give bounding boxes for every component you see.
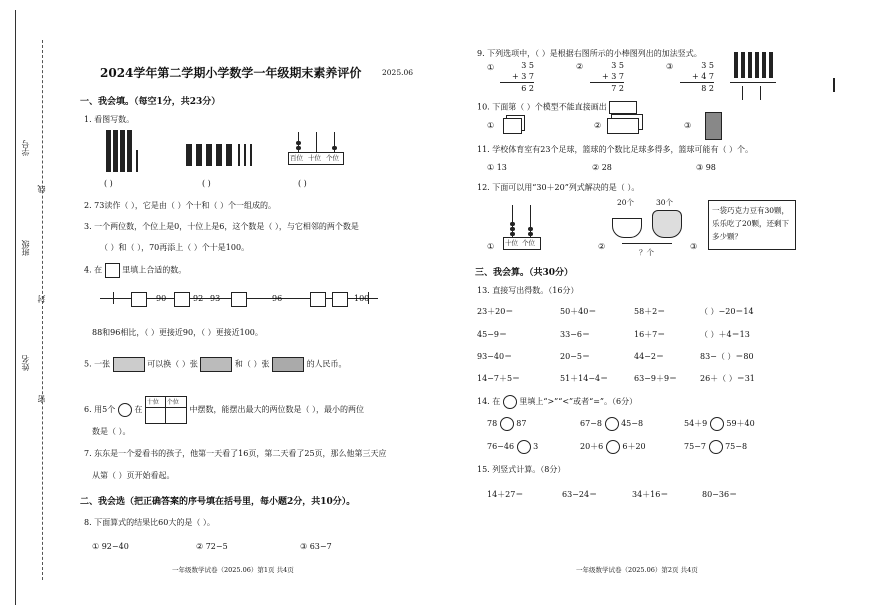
q9-calc-1[interactable] bbox=[487, 62, 494, 73]
answer-box-icon bbox=[105, 263, 120, 278]
q12-abacus-tens-label: 十位 bbox=[505, 239, 518, 247]
binding-dashed-line bbox=[42, 40, 43, 580]
side-label-xingming: 姓名 bbox=[21, 355, 30, 371]
q1-answer-blank-2[interactable]: ( ) bbox=[202, 179, 211, 188]
cube-icon bbox=[503, 118, 522, 134]
q5-part-b: 可以换（ ）张 bbox=[147, 359, 198, 369]
q14-left: 78 bbox=[487, 419, 498, 428]
q15-item[interactable]: 14＋27＝ bbox=[487, 490, 524, 499]
q9-calc-1-a: 3 5 bbox=[521, 61, 534, 70]
q13-item[interactable]: 83−（ ）＝80 bbox=[700, 352, 754, 361]
q14-left: 76−46 bbox=[487, 442, 515, 451]
q8-option-2[interactable]: ② 72−5 bbox=[196, 542, 228, 551]
section-3-heading: 三、我会算。（共30分） bbox=[475, 268, 574, 278]
q15-item[interactable]: 80−36＝ bbox=[702, 490, 738, 499]
q6-part-c: 中摆数，能摆出最大的两位数是（ ），最小的两位 bbox=[189, 405, 364, 414]
q9-calc-3[interactable]: ③ bbox=[666, 62, 674, 71]
numline-label-93: 93 bbox=[210, 294, 221, 303]
q11-text: 11. 学校体育室有23个足球，篮球的个数比足球多得多，篮球可能有（ ）个。 bbox=[477, 145, 753, 154]
footer-page-1: 一年级数学试卷（2025.06）第1页 共4页 bbox=[172, 566, 294, 574]
q9-calc-2[interactable]: ② bbox=[576, 62, 584, 71]
numline-box-3[interactable] bbox=[231, 292, 247, 307]
q9-calc-1-no: ① bbox=[487, 63, 495, 72]
q9-calc-1-r: 6 2 bbox=[521, 84, 534, 93]
q7-text-line2: 从第（ ）页开始看起。 bbox=[92, 471, 175, 480]
q12-brace bbox=[622, 243, 672, 244]
side-label-xian: 线 bbox=[37, 185, 46, 193]
q13-item[interactable]: 44−2＝ bbox=[634, 352, 664, 361]
q4-compare-text: 88和96相比，（ ）更接近90，（ ）更接近100。 bbox=[92, 328, 263, 337]
q13-item[interactable]: 51＋14−4＝ bbox=[560, 374, 609, 383]
q14-right: 45−8 bbox=[621, 419, 644, 428]
page-date: 2025.06 bbox=[382, 68, 414, 77]
circle-icon bbox=[503, 395, 517, 409]
q13-item[interactable]: （ ）＋4＝13 bbox=[700, 330, 750, 339]
q9-calc-3-body bbox=[680, 60, 714, 94]
footer-page-2: 一年级数学试卷（2025.06）第2页 共4页 bbox=[576, 566, 698, 574]
q10-option-2[interactable]: ② bbox=[594, 121, 602, 130]
q13-item[interactable]: 16＋7＝ bbox=[634, 330, 666, 339]
q15-text: 15. 列竖式计算。（8分） bbox=[477, 465, 566, 474]
q5-part-c: 和（ ）张 bbox=[234, 359, 270, 369]
q14-item[interactable] bbox=[487, 417, 526, 431]
q13-item[interactable]: 93−40＝ bbox=[477, 352, 513, 361]
q5-part-d: 的人民币。 bbox=[306, 359, 347, 369]
circle-icon bbox=[118, 403, 132, 417]
section-2-heading: 二、我会选（把正确答案的序号填在括号里，每小题2分，共10分）。 bbox=[80, 497, 356, 507]
page-title: 2024学年第二学期小学数学一年级期末素养评价 bbox=[100, 66, 362, 80]
banknote-icon bbox=[113, 357, 145, 372]
basket-icon bbox=[612, 218, 642, 238]
q14-right: 6＋20 bbox=[622, 442, 646, 451]
q10-part-a: 10. 下面第（ ）个模型不能直接画出 bbox=[477, 102, 607, 112]
q14-right: 87 bbox=[516, 419, 527, 428]
section-1-heading: 一、我会填。（每空1分，共23分） bbox=[80, 97, 221, 107]
q14-text bbox=[477, 395, 637, 409]
q1-text: 1. 看图写数。 bbox=[84, 115, 135, 124]
q14-item[interactable] bbox=[580, 440, 646, 454]
side-label-ban: 班级 bbox=[21, 240, 30, 256]
q14-right: 3 bbox=[533, 442, 539, 451]
q5-part-a: 5. 一张 bbox=[84, 359, 111, 369]
q14-left: 20＋6 bbox=[580, 442, 604, 451]
q13-item[interactable]: 26＋（ ）＝31 bbox=[700, 374, 755, 383]
q9-calc-3-b: + 4 7 bbox=[680, 71, 714, 83]
q6-part-b: 在 bbox=[134, 405, 143, 414]
q14-left: 67−8 bbox=[580, 419, 602, 428]
place-value-ones-label: 个位 bbox=[166, 399, 179, 406]
q11-option-2[interactable]: ② 28 bbox=[592, 163, 612, 172]
side-label-xuehao: 学号 bbox=[21, 140, 30, 156]
q4-suffix: 里填上合适的数。 bbox=[122, 265, 187, 275]
q14-right: 59＋40 bbox=[726, 419, 755, 428]
q9-calc-1-b: + 3 7 bbox=[500, 71, 534, 83]
compare-circle-icon[interactable] bbox=[710, 417, 724, 431]
q9-calc-3-a: 3 5 bbox=[701, 61, 714, 70]
abacus-label-ones: 个位 bbox=[326, 154, 339, 162]
q12-basket-label-1: 20个 bbox=[617, 198, 635, 207]
q13-item[interactable]: 20−5＝ bbox=[560, 352, 590, 361]
place-value-tens-label: 十位 bbox=[146, 399, 159, 406]
q12-abacus-ones-label: 个位 bbox=[522, 239, 535, 247]
q14-item[interactable] bbox=[580, 417, 643, 431]
numline-box-1[interactable] bbox=[131, 292, 147, 307]
q9-calc-2-b: + 3 7 bbox=[590, 71, 624, 83]
binding-line bbox=[15, 10, 16, 605]
side-label-feng: 封 bbox=[37, 295, 46, 303]
q6-text-line2: 数是（ ）。 bbox=[92, 427, 131, 436]
q14-item[interactable] bbox=[487, 440, 538, 454]
q14-right: 75−8 bbox=[725, 442, 748, 451]
q9-calc-3-r: 8 2 bbox=[701, 84, 714, 93]
side-label-mi: 密 bbox=[37, 395, 46, 403]
q12-option-3[interactable]: ③ bbox=[690, 242, 698, 251]
q6-text bbox=[84, 396, 364, 424]
q13-item[interactable]: 63−9＋9＝ bbox=[634, 374, 678, 383]
q2-text: 2. 73读作（ ），它是由（ ）个十和（ ）个一组成的。 bbox=[84, 201, 276, 210]
banknote-icon bbox=[272, 357, 304, 372]
q3-text-line1: 3. 一个两位数，个位上是0，十位上是6，这个数是（ ），与它相邻的两个数是 bbox=[84, 222, 359, 231]
q12-word-problem-text: 一袋巧克力豆有30颗，乐乐吃了20颗，还剩下多少颗？ bbox=[712, 206, 790, 241]
numline-label-100: 100 bbox=[354, 294, 370, 303]
q14-item[interactable] bbox=[684, 440, 747, 454]
banknote-icon bbox=[200, 357, 232, 372]
q14-left: 54＋9 bbox=[684, 419, 708, 428]
q15-item[interactable]: 34＋16＝ bbox=[632, 490, 669, 499]
basket-icon bbox=[652, 210, 682, 238]
q10-option-1[interactable]: ① bbox=[487, 121, 495, 130]
q13-item[interactable]: （ ）−20＝14 bbox=[700, 307, 754, 316]
q14-part-b: 里填上“>”“<”或者“=”。（6分） bbox=[519, 397, 638, 406]
q6-part-a: 6. 用5个 bbox=[84, 405, 116, 414]
q13-item[interactable]: 23＋20＝ bbox=[477, 307, 514, 316]
q11-option-1[interactable]: ① 13 bbox=[487, 163, 507, 172]
q10-option-3[interactable]: ③ bbox=[684, 121, 692, 130]
q14-item[interactable] bbox=[684, 417, 755, 431]
q3-text-line2: （ ）和（ ），70再添上（ ）个十是100。 bbox=[100, 243, 250, 252]
q9-calc-2-body bbox=[590, 60, 624, 94]
q15-item[interactable]: 63−24＝ bbox=[562, 490, 598, 499]
abacus-label-tens: 十位 bbox=[308, 154, 321, 162]
q10-text bbox=[477, 101, 637, 114]
q9-calc-2-a: 3 5 bbox=[611, 61, 624, 70]
q13-item[interactable]: 33−6＝ bbox=[560, 330, 590, 339]
q9-text: 9. 下列选项中，（ ）是根据右图所示的小棒图列出的加法竖式。 bbox=[477, 49, 702, 58]
q8-text: 8. 下面算式的结果比60大的是（ ）。 bbox=[84, 518, 215, 527]
q13-item[interactable]: 45−9＝ bbox=[477, 330, 507, 339]
numline-box-5[interactable] bbox=[332, 292, 348, 307]
q13-item[interactable]: 58＋2＝ bbox=[634, 307, 666, 316]
q13-item[interactable]: 14−7＋5＝ bbox=[477, 374, 521, 383]
abacus-label-hundreds: 百位 bbox=[290, 154, 303, 162]
numline-box-2[interactable] bbox=[174, 292, 190, 307]
q12-option-2[interactable]: ② bbox=[598, 242, 606, 251]
q9-calc-2-r: 7 2 bbox=[611, 84, 624, 93]
q12-text: 12. 下面可以用“30＋20”列式解决的是（ ）。 bbox=[477, 183, 640, 192]
compare-circle-icon[interactable] bbox=[605, 417, 619, 431]
q4-prefix: 4. 在 bbox=[84, 265, 103, 275]
compare-circle-icon[interactable] bbox=[500, 417, 514, 431]
q12-question-label: ？个 bbox=[639, 248, 654, 257]
q12-basket-label-2: 30个 bbox=[656, 198, 674, 207]
q12-word-problem-box bbox=[708, 200, 796, 250]
compare-circle-icon[interactable] bbox=[709, 440, 723, 454]
q5-text bbox=[84, 357, 347, 372]
place-value-chart bbox=[145, 396, 187, 424]
q11-option-3[interactable]: ③ 98 bbox=[696, 163, 716, 172]
q7-text-line1: 7. 东东是一个爱看书的孩子，他第一天看了16页，第二天看了25页，那么他第三天应 bbox=[84, 449, 387, 458]
q12-option-1[interactable]: ① bbox=[487, 242, 495, 251]
tall-cuboid-icon bbox=[705, 112, 722, 140]
q1-answer-blank-1[interactable]: ( ) bbox=[104, 179, 113, 188]
numline-box-4[interactable] bbox=[310, 292, 326, 307]
q1-answer-blank-3[interactable]: ( ) bbox=[298, 179, 307, 188]
q8-option-1[interactable]: ① 92−40 bbox=[92, 542, 129, 551]
numline-label-96: 96 bbox=[272, 294, 283, 303]
q14-left: 75−7 bbox=[684, 442, 706, 451]
q13-item[interactable]: 50＋40＝ bbox=[560, 307, 597, 316]
cuboid-icon bbox=[607, 118, 639, 134]
q13-text: 13. 直接写出得数。（16分） bbox=[477, 286, 579, 295]
q4-text bbox=[84, 263, 186, 278]
compare-circle-icon[interactable] bbox=[606, 440, 620, 454]
numline-label-92: 92 bbox=[193, 294, 204, 303]
compare-circle-icon[interactable] bbox=[517, 440, 531, 454]
rectangle-icon bbox=[609, 101, 637, 114]
numline-label-90: 90 bbox=[156, 294, 167, 303]
q9-calc-1-body bbox=[500, 60, 534, 94]
q14-part-a: 14. 在 bbox=[477, 397, 501, 406]
q8-option-3[interactable]: ③ 63−7 bbox=[300, 542, 332, 551]
